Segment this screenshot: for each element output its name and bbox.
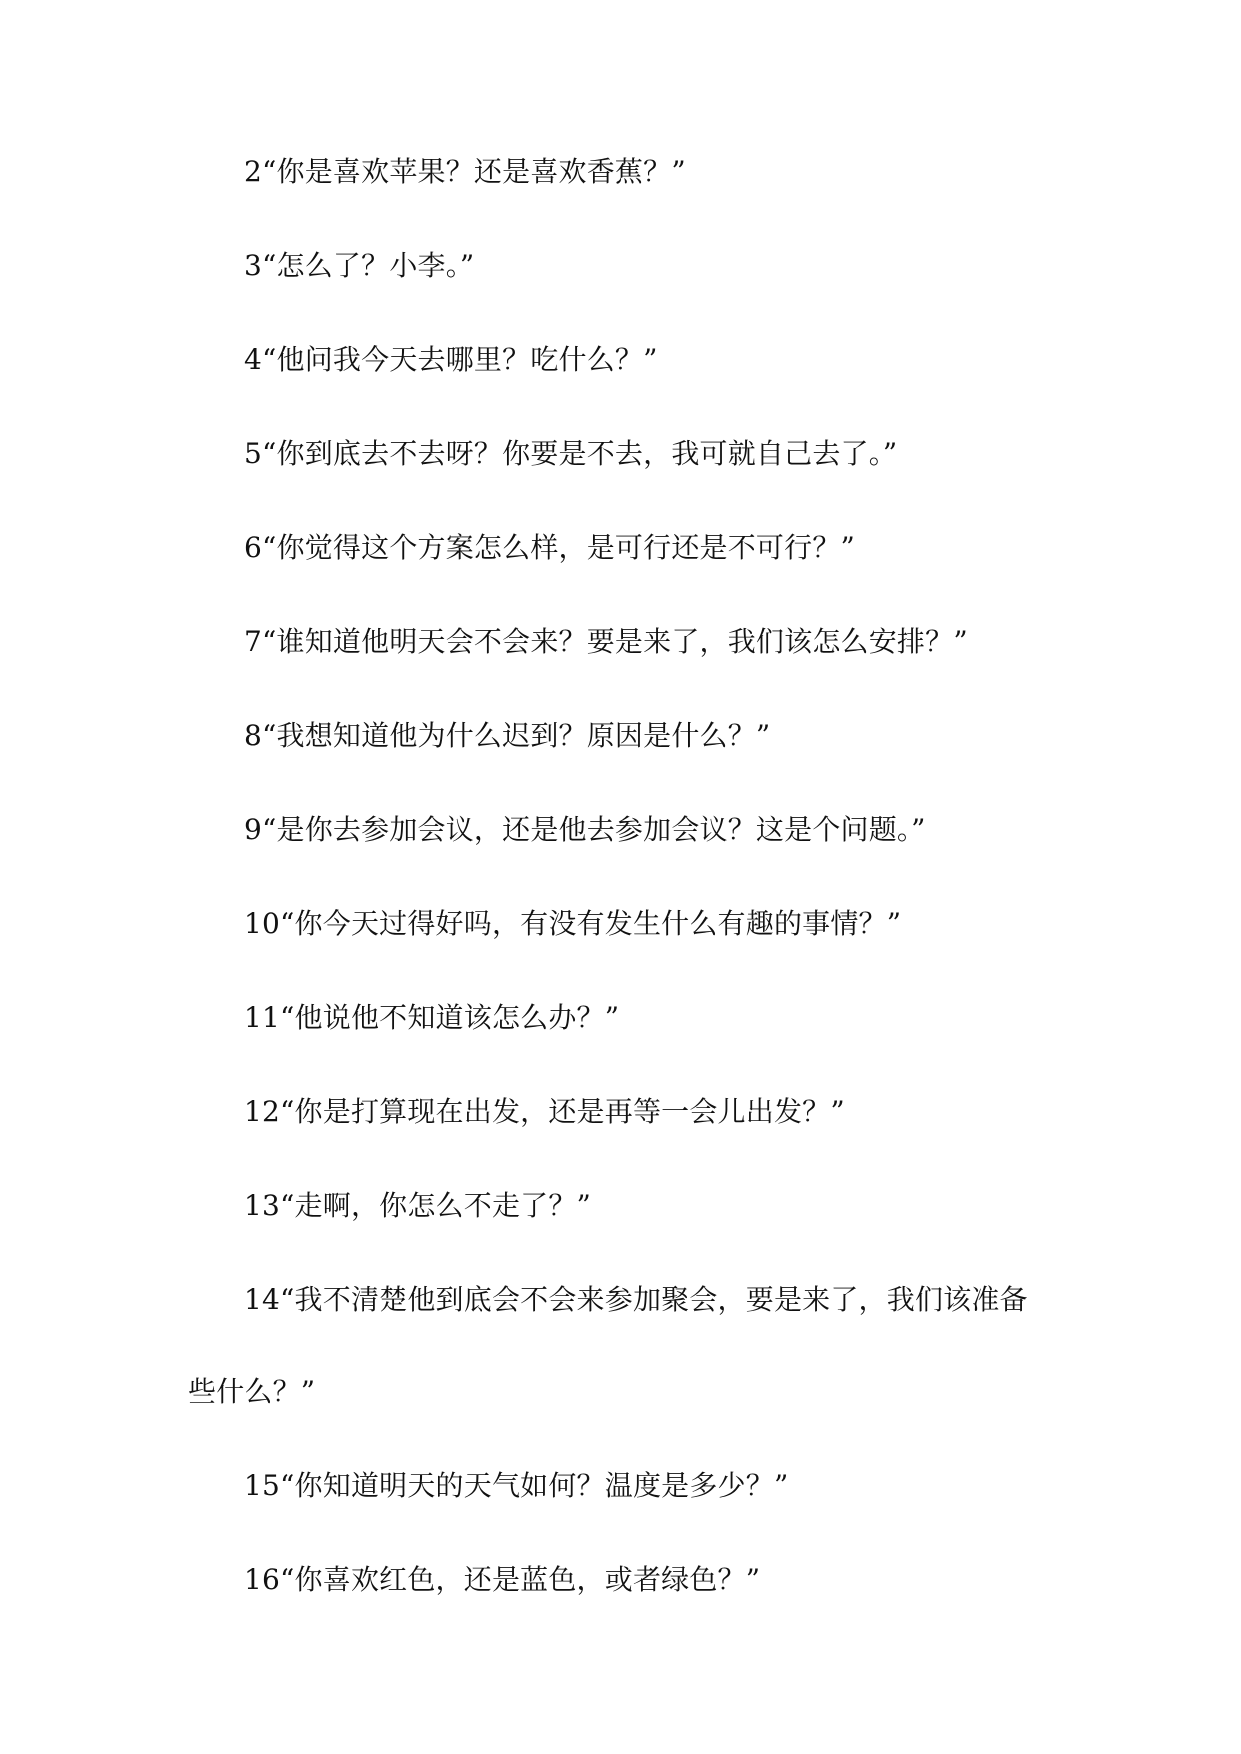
paragraph-4: 4“他问我今天去哪里？吃什么？” (244, 343, 658, 376)
document-body (188, 153, 1068, 1599)
paragraph-14-line-2: 些什么？” (188, 1375, 316, 1408)
paragraph-2: 2“你是喜欢苹果？还是喜欢香蕉？” (244, 155, 686, 188)
paragraph-8: 8“我想知道他为什么迟到？原因是什么？” (244, 719, 771, 752)
paragraph-12: 12“你是打算现在出发，还是再等一会儿出发？” (244, 1095, 845, 1128)
paragraph-13: 13“走啊，你怎么不走了？” (244, 1189, 592, 1222)
paragraph-9: 9“是你去参加会议，还是他去参加会议？这是个问题。” (244, 813, 926, 846)
paragraph-10: 10“你今天过得好吗，有没有发生什么有趣的事情？” (244, 907, 902, 940)
paragraph-3: 3“怎么了？小李。” (244, 249, 475, 282)
paragraph-14-line-1: 14“我不清楚他到底会不会来参加聚会，要是来了，我们该准备 (244, 1283, 1028, 1316)
paragraph-7: 7“谁知道他明天会不会来？要是来了，我们该怎么安排？” (244, 625, 968, 658)
paragraph-15: 15“你知道明天的天气如何？温度是多少？” (244, 1469, 789, 1502)
paragraph-11: 11“他说他不知道该怎么办？” (244, 1001, 620, 1034)
paragraph-16: 16“你喜欢红色，还是蓝色，或者绿色？” (244, 1563, 761, 1596)
paragraph-5: 5“你到底去不去呀？你要是不去，我可就自己去了。” (244, 437, 898, 470)
paragraph-6: 6“你觉得这个方案怎么样，是可行还是不可行？” (244, 531, 856, 564)
